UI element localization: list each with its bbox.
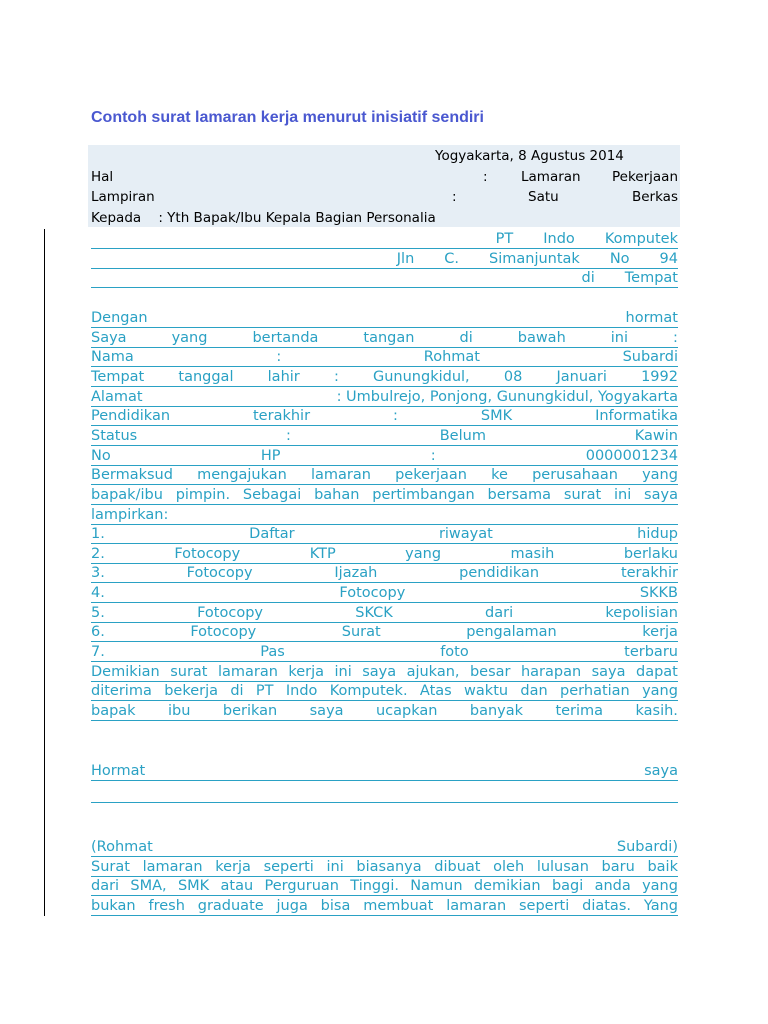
word: pengalaman [466,624,557,641]
body-line [91,700,678,721]
word: lamaran [446,897,507,914]
word: atau [220,878,254,895]
word: lamaran [142,858,203,875]
word: 2. [91,545,105,562]
word: 0000001234 [585,447,678,464]
address-line [91,248,678,269]
signature-line [91,895,678,916]
word: Kawin [634,427,678,444]
word: tangan [363,329,415,346]
body-line [91,366,678,387]
word: SKCK [355,604,393,621]
word: ucapkan [375,703,438,719]
word: Januari [556,368,607,385]
word: 7. [91,644,105,661]
word: saya [644,763,678,779]
body-line [91,621,678,642]
word: Fotocopy [339,585,406,602]
word: yang [642,683,678,700]
word: saya [362,663,397,680]
word: Tempat [91,368,145,385]
word: terbaru [624,644,678,661]
word: ini [326,858,344,875]
lampiran-value-2: Berkas [631,189,678,205]
word: yang [405,545,442,562]
address-line [91,228,678,249]
word: demikian [473,878,541,895]
word: Tinggi. [350,878,399,895]
word: Subardi) [616,839,678,855]
word: KTP [309,545,336,562]
hal-value-2: Pekerjaan [611,169,678,185]
body-line [91,307,678,328]
word: : [333,368,339,385]
word: Nama [91,349,134,366]
word: Fotocopy [174,545,241,562]
word: lamaran [310,467,371,484]
word: masih [510,545,555,562]
lampiran-value-1: Satu [528,189,559,205]
word: bertanda [252,329,319,346]
word: pekerjaan [395,467,467,484]
word: Alamat [91,388,143,405]
word: SKKB [639,585,678,602]
word: ajukan, [406,663,460,680]
word: Belum [439,427,486,444]
word: dibuat [434,858,481,875]
word: bekerja [164,683,218,700]
body-line [91,504,678,525]
word: diterima [91,683,152,700]
word: Namun [410,878,463,895]
hal-line [91,169,678,189]
word: bawah [517,329,566,346]
word: Perguruan [264,878,339,895]
word: pertimbangan [372,486,475,503]
word: perhatian [560,683,630,700]
word: Tempat [624,270,678,287]
word: dapat [635,663,678,680]
word: 4. [91,585,105,602]
word: ini [334,663,352,680]
word: riwayat [438,526,493,543]
signature-space-rule [91,802,678,803]
word: baru [601,858,635,875]
word: juga [276,897,308,914]
body-line [91,445,678,466]
word: seperti [519,897,570,914]
word: 94 [659,250,678,267]
word: dari [91,878,120,895]
closing-line [91,760,678,781]
word: Indo [543,231,575,247]
word: baik [647,858,678,875]
body-line [91,405,678,426]
lampiran-label: Lampiran [91,189,155,205]
word: hormat [625,310,678,326]
word: bisa [320,897,351,914]
word: saya [309,703,344,719]
word: Hormat [91,763,146,779]
hal-value-1: Lamaran [521,169,581,185]
word: SMK [480,408,513,425]
word: banyak [469,703,524,719]
word: perusahaan [532,467,618,484]
word: : [673,329,678,346]
page-title: Contoh surat lamaran kerja menurut inisiatif sendiri [91,109,484,126]
word: bahan [314,486,360,503]
word: Jln [396,250,415,267]
word: lulusan [536,858,589,875]
word: diatas. [582,897,631,914]
body-line [91,543,678,564]
hal-label: Hal [91,169,114,185]
word: Dengan [91,310,148,326]
word: lampirkan: [91,506,169,523]
word: Surat [341,624,381,641]
word: hidup [637,526,678,543]
word: lahir [267,368,300,385]
word: 08 [503,368,523,385]
body-line [91,425,678,446]
word: Gunungkidul, [373,368,470,385]
word: membuat [363,897,434,914]
word: : [276,349,282,366]
word: lamaran [217,663,278,680]
word: kerja [215,858,251,875]
word: oleh [493,858,525,875]
word: bapak [91,703,136,719]
word: Simanjuntak [489,250,580,267]
kepada-line [91,210,678,230]
word: Status [91,427,138,444]
word: ke [491,467,508,484]
word: Surat [91,858,130,875]
word: No [609,250,630,267]
word: Indo [285,683,318,700]
body-line [91,602,678,623]
word: Komputek [604,231,678,247]
word: Saya [91,329,127,346]
word: Demikian [91,663,160,680]
word: kepolisian [605,604,678,621]
word: bukan [91,897,136,914]
word: : [286,427,291,444]
word: mengajukan [197,467,287,484]
word: pendidikan [459,565,540,582]
word: foto [440,644,469,661]
hal-colon: : [483,169,488,185]
signature-line [91,856,678,877]
word: graduate [197,897,264,914]
word: surat [170,663,208,680]
word: C. [444,250,460,267]
word: SMA, [130,878,167,895]
word: seperti [263,858,314,875]
word: di [230,683,244,700]
word: bersama [487,486,552,503]
body-line [91,386,678,407]
word: 5. [91,604,105,621]
word: Komputek. [329,683,408,700]
word: : [430,447,436,464]
word: saya [644,486,678,503]
body-line [91,582,678,603]
word: bapak/ibu [91,486,163,503]
word: ini [610,329,629,346]
word: Bermaksud [91,467,173,484]
word: harapan [520,663,582,680]
body-line [91,680,678,701]
date-line [91,148,678,168]
word: yang [171,329,208,346]
word: Atas [419,683,452,700]
word: saya [591,663,626,680]
signature-line [91,836,678,857]
word: No [91,447,111,464]
word: kerja [288,663,325,680]
word: ibu [168,703,191,719]
word: biasanya [356,858,422,875]
word: Fotocopy [190,624,257,641]
word: Fotocopy [197,604,263,621]
signature-line [91,875,678,896]
lampiran-colon: : [452,189,457,205]
word: di [459,329,473,346]
word: kasih. [635,703,678,719]
word: yang [642,878,678,895]
word: Pas [260,644,285,661]
word: Pendidikan [91,408,171,425]
word: PT [495,231,514,247]
letter-date: Yogyakarta, 8 Agustus 2014 [435,148,624,164]
word: Yang [643,897,678,914]
word: Rohmat [423,349,480,366]
word: 1992 [641,368,678,385]
word: besar [469,663,511,680]
word: berlaku [623,545,678,562]
word: pimpin. [175,486,231,503]
word: 1. [91,526,105,543]
word: SMK [177,878,210,895]
word: dari [485,604,514,621]
word: Daftar [249,526,295,543]
word: HP [260,447,281,464]
word: anda [594,878,631,895]
word: dan [520,683,548,700]
word: Ijazah [334,565,378,582]
left-margin-rule [44,229,45,916]
body-line [91,661,678,682]
word: kerja [642,624,678,641]
address-line [91,267,678,288]
word: 6. [91,624,105,641]
body-line [91,562,678,583]
body-line [91,484,678,505]
word: Subardi [622,349,678,366]
word: bagi [551,878,584,895]
body-line [91,641,678,662]
word: PT [255,683,274,700]
word: Fotocopy [186,565,253,582]
word: ini [613,486,632,503]
word: (Rohmat [91,839,153,855]
word: fresh [148,897,185,914]
body-line [91,346,678,367]
word: Sebagai [242,486,302,503]
word: yang [642,467,678,484]
body-line [91,464,678,485]
word: waktu [464,683,509,700]
word: terima [555,703,604,719]
word: di [581,270,595,287]
word: berikan [222,703,278,719]
word: tanggal [178,368,234,385]
kepada-text: Kepada : Yth Bapak/Ibu Kepala Bagian Personalia [91,210,436,226]
word: : [393,408,398,425]
lampiran-line [91,189,678,209]
word: : Umbulrejo, Ponjong, Gunungkidul, Yogyakarta [336,388,678,405]
word: 3. [91,565,105,582]
body-line [91,523,678,544]
word: terakhir [620,565,678,582]
word: surat [563,486,602,503]
word: Informatika [595,408,678,425]
word: terakhir [253,408,311,425]
body-line [91,327,678,348]
